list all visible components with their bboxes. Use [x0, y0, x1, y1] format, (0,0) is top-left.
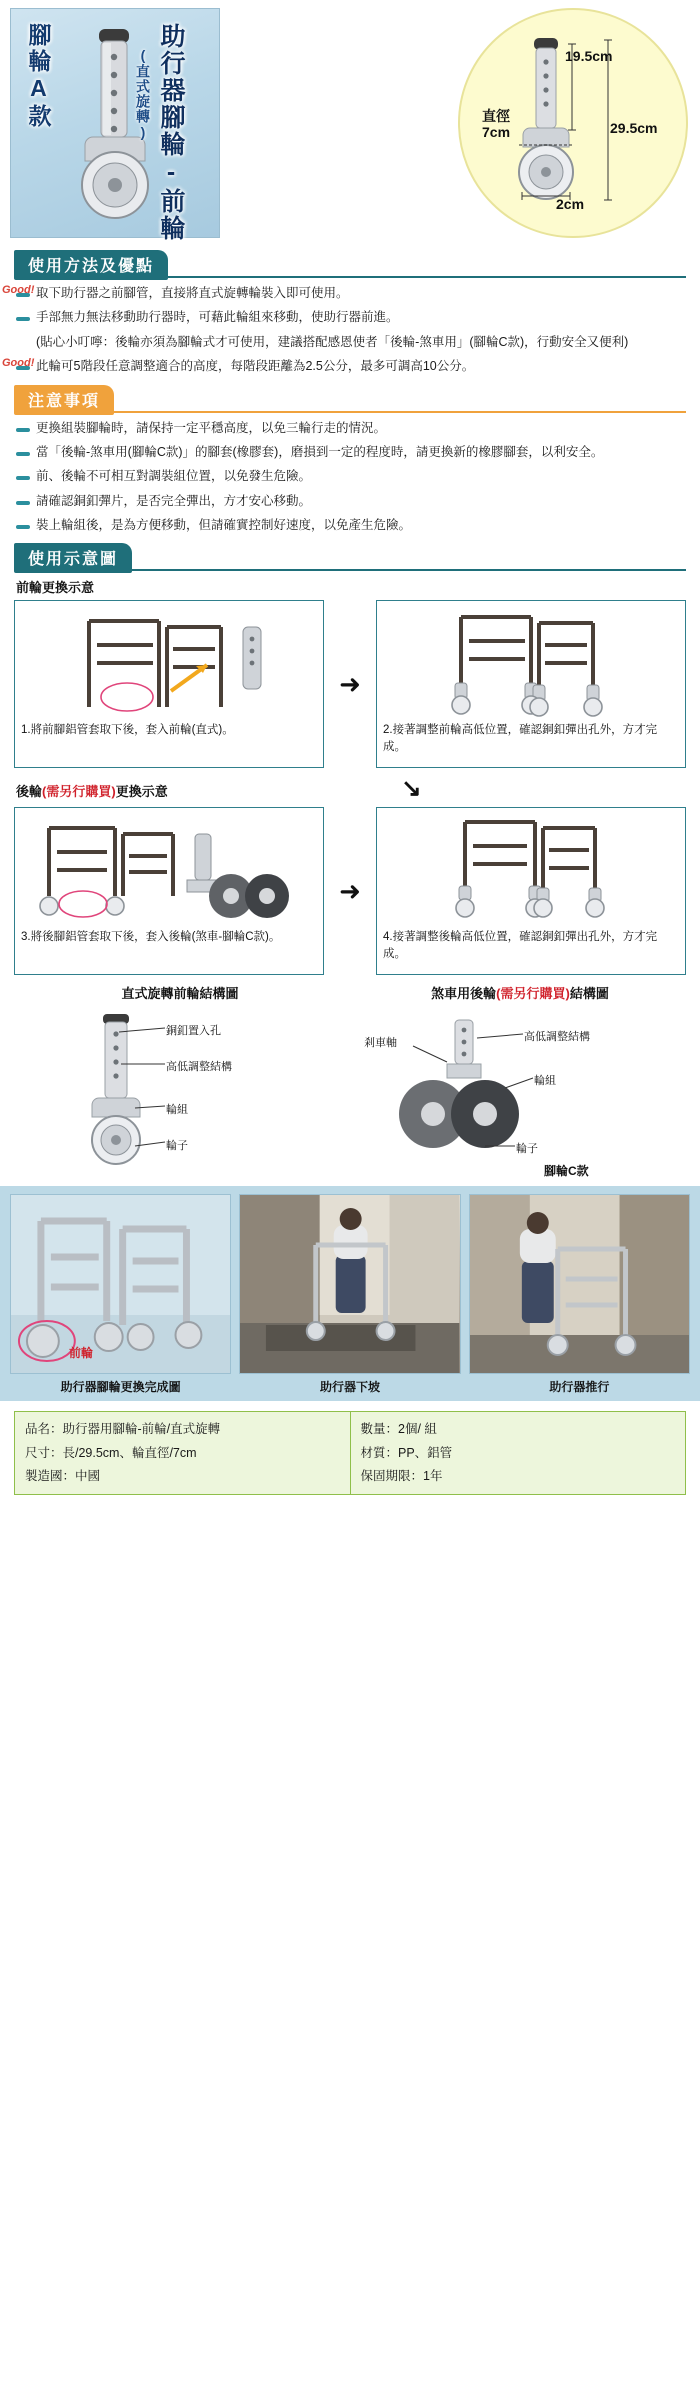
step-image-3: [15, 808, 323, 926]
structure-rear-canvas: [354, 1006, 686, 1179]
rear-label-3: 輪子: [516, 1143, 538, 1156]
usage-text: 手部無力無法移動助行器時，可藉此輪組來移動，使助行器前進。: [36, 310, 399, 325]
rear-label-1: 高低調整結構: [524, 1031, 590, 1044]
list-item: [16, 419, 684, 438]
list-item: [2, 284, 684, 303]
list-item: [2, 357, 684, 376]
walker-photo-illustration: [11, 1195, 230, 1374]
walker-rear-illustration: [15, 808, 323, 926]
step-arrow-icon-1: ➜: [339, 668, 361, 699]
rear-wheel-label: [16, 774, 700, 803]
slope-photo-illustration: [240, 1195, 459, 1374]
structure-row: [14, 983, 686, 1179]
front-label-0: 銅釦置入孔: [166, 1025, 221, 1038]
notice-text: 前、後輪不可相互對調裝組位置，以免發生危險。: [36, 469, 312, 484]
bullet-dash-icon: [16, 452, 30, 456]
dimension-diameter: [482, 108, 510, 140]
step-caption-2: 2.接著調整前輪高低位置，確認銅釦彈出孔外，方才完成。: [383, 724, 658, 754]
rear-label-0: 剎車軸: [364, 1037, 397, 1050]
spec-material: 材質：PP、鋁管: [360, 1445, 453, 1460]
steps-heading: 使用示意圖: [14, 543, 132, 573]
structure-rear-title-b: (需另行購買): [496, 986, 570, 1002]
rear-wheel-label-a: 後輪: [16, 784, 43, 800]
photo-walker-push: [469, 1194, 690, 1374]
usage-text: 此輪可5階段任意調整適合的高度，每階段距離為2.5公分，最多可調高10公分。: [36, 359, 475, 374]
hero-title: 腳輪A款: [25, 23, 52, 130]
step-image-2: [377, 601, 685, 719]
structure-rear: [354, 983, 686, 1179]
usage-text: (貼心小叮嚀：後輪亦須為腳輪式才可使用，建議搭配感恩使者「後輪-煞車用」(腳輪C款)，行動安全又便利): [36, 334, 629, 349]
walker-front-done-illustration: [377, 601, 685, 719]
spec-table: [14, 1411, 686, 1494]
rear-model-tag: 腳輪C款: [544, 1164, 589, 1179]
list-item: [16, 308, 684, 327]
spec-quantity: 數量：2個/ 組: [360, 1422, 437, 1437]
photo-walker-complete: [10, 1194, 231, 1374]
structure-rear-title-c: 結構圖: [569, 986, 609, 1002]
usage-list: [2, 284, 684, 377]
step-card-4: [376, 807, 686, 975]
list-item: [16, 443, 684, 462]
notice-divider: [14, 411, 686, 413]
bullet-dash-icon: [16, 428, 30, 432]
step-caption-3-text: 3.將後腳鋁管套取下後，套入後輪(煞車-腳輪C款)。: [21, 931, 281, 944]
usage-text: 取下助行器之前腳管，直接將直式旋轉輪裝入即可使用。: [36, 286, 349, 300]
spec-origin: 製造國：中國: [25, 1468, 101, 1483]
list-item: [16, 516, 684, 535]
hero-product-photo: [10, 8, 220, 242]
hero-subtitle-note: (直式旋轉): [135, 47, 151, 141]
front-label-1: 高低調整結構: [166, 1061, 232, 1074]
step-card-1: [14, 600, 324, 768]
push-photo-illustration: [470, 1195, 689, 1374]
steps-row-rear: [14, 807, 686, 975]
structure-rear-title-a: 煞車用後輪: [431, 986, 497, 1002]
spec-name: 品名：助行器用腳輪-前輪/直式旋轉: [25, 1422, 221, 1437]
list-item: [36, 333, 684, 352]
step-card-2: [376, 600, 686, 768]
notice-text: 當「後輪-煞車用(腳輪C款)」的腳套(橡膠套)，磨損到一定的程度時，請更換新的橡膠腳套，以利安全。: [36, 444, 604, 459]
dimension-height: 19.5cm: [565, 48, 613, 64]
notice-heading-row: [14, 385, 686, 411]
step-caption-1: 1.將前腳鋁管套取下後，套入前輪(直式)。: [21, 724, 234, 737]
hero-section: [0, 0, 700, 250]
dimension-bottom: 2cm: [556, 196, 585, 212]
walker-front-illustration: [15, 601, 323, 719]
photo-strip: [0, 1186, 700, 1401]
notice-heading: 注意事項: [14, 385, 114, 415]
notice-list: [16, 419, 684, 536]
walker-rear-done-illustration: [377, 808, 685, 926]
photo-caption-2: 助行器下坡: [319, 1380, 380, 1395]
good-tag: Good!: [2, 284, 35, 296]
rear-label-2: 輪組: [534, 1075, 556, 1088]
spec-col-left: [15, 1412, 351, 1493]
step-arrow-icon-2: ➜: [339, 875, 361, 906]
step-image-1: [15, 601, 323, 719]
list-item: [16, 467, 684, 486]
hero-title-block: [25, 23, 51, 130]
photo-card-2: [239, 1194, 460, 1395]
bullet-dash-icon: [16, 476, 30, 480]
list-item: [16, 492, 684, 511]
spec-size: 尺寸：長/29.5cm、輪直徑/7cm: [25, 1445, 197, 1460]
photo-card-1: [10, 1194, 231, 1395]
usage-heading: 使用方法及優點: [14, 250, 168, 280]
rear-wheel-label-c: 更換示意: [115, 784, 168, 800]
photo-caption-3: 助行器推行: [549, 1380, 610, 1395]
dimension-diameter-value: 7cm: [482, 124, 511, 141]
photo-caption-1: 助行器腳輪更換完成圖: [60, 1380, 181, 1395]
structure-front-canvas: [14, 1006, 346, 1176]
dimension-length: 29.5cm: [610, 120, 658, 136]
structure-rear-title: [354, 983, 686, 1002]
dimension-diagram: [458, 8, 688, 238]
front-label-3: 輪子: [166, 1140, 188, 1153]
photo-walker-slope: [239, 1194, 460, 1374]
structure-front-title: 直式旋轉前輪結構圖: [121, 986, 239, 1002]
notice-text: 更換組裝腳輪時，請保持一定平穩高度，以免三輪行走的情況。: [36, 420, 387, 435]
spec-warranty: 保固期限：1年: [360, 1468, 443, 1483]
bullet-dash-icon: [16, 525, 30, 529]
hero-vertical-titles: [131, 23, 189, 242]
structure-front: [14, 983, 346, 1176]
front-wheel-label: 前輪更換示意: [16, 580, 95, 596]
step-arrow-down-icon: ↘: [401, 775, 422, 803]
step-caption-4: 4.接著調整後輪高低位置，確認銅釦彈出孔外，方才完成。: [383, 931, 658, 961]
step-caption-3: [15, 926, 323, 951]
bullet-dash-icon: [16, 501, 30, 505]
spec-col-right: [351, 1412, 686, 1493]
steps-row-front: [14, 600, 686, 768]
photo-card-3: [469, 1194, 690, 1395]
rear-wheel-label-b: (需另行購買): [42, 784, 116, 800]
step-card-3: [14, 807, 324, 975]
notice-text: 裝上輪組後，是為方便移動，但請確實控制好速度，以免產生危險。: [36, 518, 412, 532]
photo-overlay-front: 前輪: [69, 1346, 94, 1361]
bullet-dash-icon: [16, 317, 30, 321]
good-tag: Good!: [2, 357, 35, 370]
hero-subtitle-main: 助行器腳輪-前輪: [157, 23, 185, 242]
notice-text: 請確認銅釦彈片，是否完全彈出，方才安心移動。: [36, 493, 312, 508]
steps-heading-row: [14, 543, 686, 569]
front-label-2: 輪組: [166, 1104, 188, 1117]
usage-heading-row: [14, 250, 686, 276]
dimension-diameter-label: 直徑: [482, 108, 511, 124]
step-image-4: [377, 808, 685, 926]
